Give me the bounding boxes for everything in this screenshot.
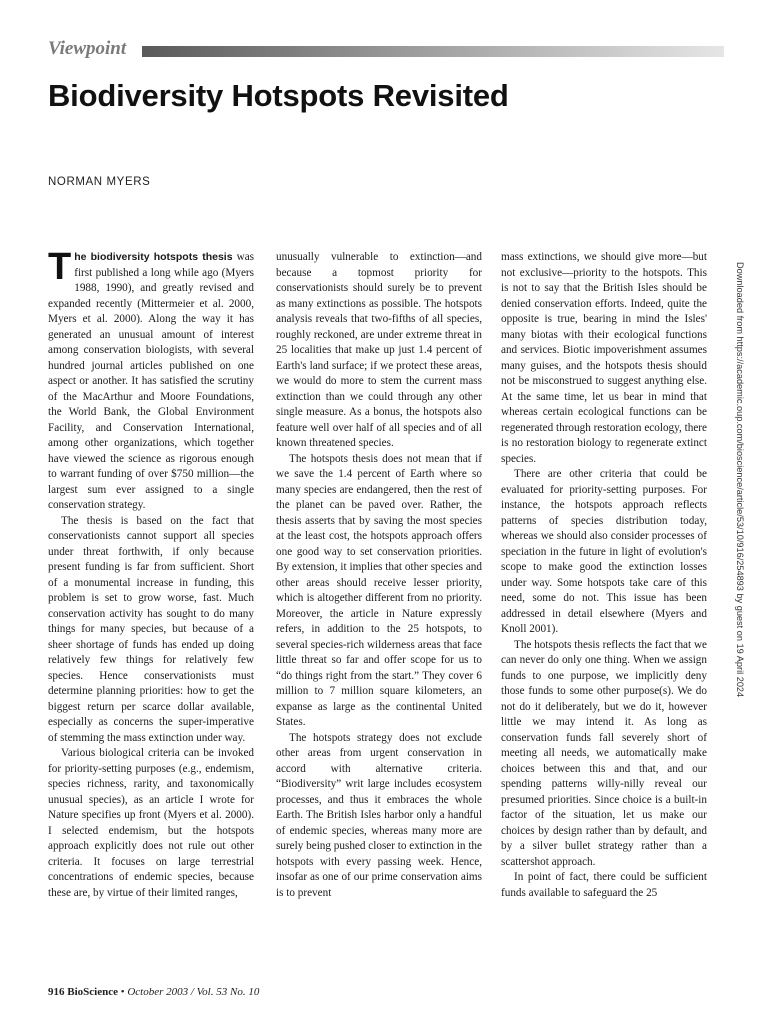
issue-info: October 2003 / Vol. 53 No. 10 (127, 986, 260, 998)
paragraph: Various biological criteria can be invoked for priority-setting purposes (e.g., endemism, species richness, rarity, and taxonomically unusual species), as an article I wrote for Nature specifies up front (Myers et al. 2000). I selected endemism, but the hotspots approach explicitly does not rule out other criteria. It focuses on large terrestrial concentrations of endemic species, because these are, by virtue of their limited ranges, (48, 747, 254, 899)
paragraph: The hotspots strategy does not exclude other areas from urgent conservation in accord with alternative criteria. “Biodiversity” writ large includes ecosystem processes, and thus it embraces the whole Earth. The British Isles harbor only a handful of endemic species, whereas many more are surely being pushed closer to extinction in the hotspots with every passing week. Hence, insofar as one of our prime conservation aims is to prevent (276, 731, 482, 899)
download-watermark-text: Downloaded from https://academic.oup.com/bioscience/article/53/10/916/254893 by guest on 19 April 2024 (735, 262, 745, 698)
paragraph (48, 246, 255, 514)
paragraph: unusually vulnerable to extinction—and because a topmost priority for conservationists should surely be to prevent as many extinctions as possible. The hotspots analysis reveals that two-fifths of all species, roughly reckoned, are under extreme threat in 25 localities that make up just 1.4 percent of Earth's land surface; if we protect these areas, we would do more to stem the current mass extinction than we could through any other single measure. As a bonus, the hotspots also feature well over half of all species and of all known threatened species. (276, 251, 482, 449)
author-name: NORMAN MYERS (48, 176, 151, 188)
paragraph: The hotspots thesis does not mean that if we save the 1.4 percent of Earth where so many species are endangered, then the rest of the planet can be paved over. Rather, the thesis asserts that by saving the most species at the least cost, the hotspots approach offers one good way to set conservation priorities. By extension, it implies that other species and other areas should receive lesser priority, which is altogether different from no priority. Moreover, the article in Nature expressly refers, in addition to the 25 hotspots, to several species-rich wilderness areas that face little threat so far and offer scope for us to “do things right from the start.” They cover 6 million to 7 million square kilometers, an expanse as large as the continental United States. (276, 452, 482, 728)
paragraph: The hotspots thesis reflects the fact that we can never do only one thing. When we assign funds to one purpose, we implicitly deny those funds to some other purpose(s). We do not do it deliberately, but we do it, however little we may intend it. As long as conservation funds fall severely short of meeting all needs, we automatically make choices between this and that, and our spending patterns willy-nilly reveal our presumed priorities. Since choice is a built-in factor of the situation, let us make our choices by design rather than by default, and by a silver bullet strategy rather than a scattershot approach. (501, 638, 707, 868)
text-column-1 (48, 246, 255, 901)
page-footer (48, 986, 259, 998)
section-rule (142, 46, 724, 57)
page-number: 916 (48, 986, 65, 998)
paragraph: There are other criteria that could be evaluated for priority-setting purposes. For instance, the hotspots approach reflects patterns of species distribution today, whereas we should also consider processes of speciation in the future in light of evolution's scope to make good the extinction losses under way. Some hotspots take care of this need, some do not. This issue has been addressed in detail elsewhere (Myers and Knoll 2001). (501, 468, 707, 635)
section-label: Viewpoint (48, 38, 127, 59)
text-column-3 (501, 250, 707, 901)
footer-separator: • (120, 986, 125, 998)
paragraph-text: was first published a long while ago (Myers 1988, 1990), and greatly revised and expanded recently (Mittermeier et al. 2000, Myers et al. 2000). Along the way it has generated an unusual amount of interest among conservation biologists, with several hundred journal articles published on one aspect or another. It has satisfied the scrutiny of the MacArthur and Moore Foundations, the World Bank, the Global Environment Facility, and Conservation International, among other organizations, which together have viewed the science as rigorous enough to warrant funding of over $750 million—the largest sum ever assigned to a single conservation strategy. (48, 251, 255, 511)
journal-name: BioScience (67, 986, 118, 998)
paragraph: In point of fact, there could be sufficient funds available to safeguard the 25 (501, 871, 707, 899)
paragraph: The thesis is based on the fact that conservationists cannot support all species under threat forthwith, if only because present funding is far from sufficient. Short of a monumental increase in funding, this problem is set to grow worse, fast. Much conservation activity has sought to do many things for many species, but because of a sheer shortage of funds has ended up doing relatively few things for relatively few species. Hence conservationists must determine planning priorities: how to get the biggest return per scarce dollar available, especially as concerns the super-imperative of stemming the mass extinction under way. (48, 514, 254, 744)
text-column-2 (276, 250, 482, 901)
lead-in: he biodiversity hotspots thesis (74, 251, 233, 263)
paragraph: mass extinctions, we should give more—but not exclusive—priority to the hotspots. This is not to say that the British Isles should be denied conservation efforts. Indeed, quite the opposite is true, bearing in mind the Isles' many biotas with their ecological functions and services. Biotic impoverishment assumes many guises, and the hotspots thesis should not be misconstrued to suggest anything else. At the same time, let us bear in mind that whereas certain ecological functions can be regenerated through restoration ecology, there is no restoration biology to regenerate extinct species. (501, 251, 707, 465)
drop-cap: T (48, 246, 72, 288)
download-watermark (735, 262, 749, 862)
article-title: Biodiversity Hotspots Revisited (48, 78, 509, 113)
